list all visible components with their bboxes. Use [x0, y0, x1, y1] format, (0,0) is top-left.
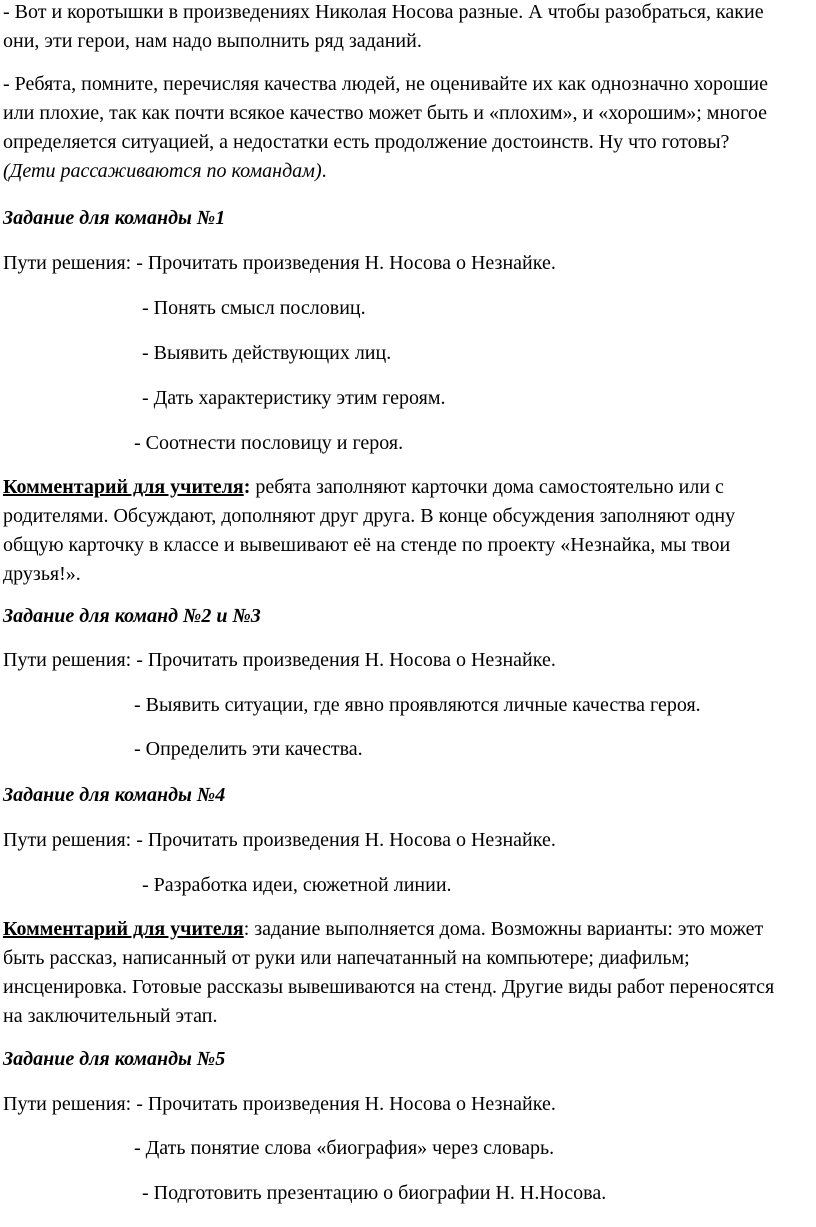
task5-heading: Задание для команды №5: [3, 1048, 226, 1070]
intro-line-2: они, эти герои, нам надо выполнить ряд заданий.: [3, 30, 422, 52]
task1-comment-line-3: общую карточку в классе и вывешивают её на стенде по проекту «Незнайка, мы твои: [3, 534, 731, 556]
task4-step-1-line: [3, 828, 556, 852]
task1-comment-line-4: друзья!».: [3, 563, 81, 585]
task1-step-1: - Прочитать произведения Н. Носова о Незнайке.: [136, 252, 556, 274]
intro-line-4: или плохие, так как почти всякое качество может быть и «плохим», и «хорошим»; многое: [3, 102, 767, 124]
task23-heading: Задание для команд №2 и №3: [3, 605, 261, 627]
task4-comment-line-2: быть рассказ, написанный от руки или напечатанный на компьютере; диафильм;: [3, 947, 690, 969]
task4-comment-line-1: [3, 917, 763, 941]
task1-step-4: - Дать характеристику этим героям.: [142, 387, 446, 409]
teacher-comment-label: Комментарий для учителя: [3, 476, 244, 498]
task23-step-2: - Выявить ситуации, где явно проявляются личные качества героя.: [134, 694, 701, 716]
task1-comment-line-2: родителями. Обсуждают, дополняют друг друга. В конце обсуждения заполняют одну: [3, 505, 736, 527]
teacher-comment-label-2: Комментарий для учителя: [3, 918, 244, 940]
task5-step-3: - Подготовить презентацию о биографии Н. Н.Носова.: [142, 1182, 607, 1204]
stage-direction: (Дети рассаживаются по командам): [3, 160, 322, 182]
teacher-comment-colon: :: [243, 476, 251, 498]
task23-step-1: - Прочитать произведения Н. Носова о Незнайке.: [136, 649, 556, 671]
task4-path-label: Пути решения:: [3, 829, 137, 851]
task5-step-2: - Дать понятие слова «биография» через словарь.: [134, 1137, 555, 1159]
task1-step-5: - Соотнести пословицу и героя.: [134, 432, 404, 454]
task23-step-1-line: [3, 648, 556, 672]
stage-direction-period: .: [321, 160, 327, 182]
task23-step-3: - Определить эти качества.: [134, 738, 363, 760]
intro-line-3: - Ребята, помните, перечисляя качества людей, не оценивайте их как однозначно хорошие: [3, 73, 768, 95]
intro-line-6: [3, 159, 327, 183]
task4-comment-line-4: на заключительный этап.: [3, 1005, 218, 1027]
task1-comment-line-1: [3, 475, 724, 499]
task4-comment-line-3: инсценировка. Готовые рассказы вывешиваются на стенд. Другие виды работ переносятся: [3, 976, 775, 998]
task1-path-label: Пути решения:: [3, 252, 137, 274]
task1-step-1-line: [3, 251, 556, 275]
task1-heading: Задание для команды №1: [3, 207, 226, 229]
task4-heading: Задание для команды №4: [3, 784, 226, 806]
task4-step-2: - Разработка идеи, сюжетной линии.: [142, 874, 452, 896]
task5-path-label: Пути решения:: [3, 1093, 137, 1115]
task1-step-3: - Выявить действующих лиц.: [142, 342, 392, 364]
task23-path-label: Пути решения:: [3, 649, 137, 671]
task5-step-1: - Прочитать произведения Н. Носова о Незнайке.: [136, 1093, 556, 1115]
task1-comment-text: ребята заполняют карточки дома самостоятельно или с: [250, 476, 724, 498]
intro-line-5: определяется ситуацией, а недостатки есть продолжение достоинств. Ну что готовы?: [3, 131, 730, 153]
task1-step-2: - Понять смысл пословиц.: [142, 297, 366, 319]
task4-step-1: - Прочитать произведения Н. Носова о Незнайке.: [136, 829, 556, 851]
intro-line-1: - Вот и коротышки в произведениях Николая Носова разные. А чтобы разобраться, какие: [3, 1, 764, 23]
task5-step-1-line: [3, 1092, 556, 1116]
task4-comment-text: : задание выполняется дома. Возможны варианты: это может: [243, 918, 764, 940]
